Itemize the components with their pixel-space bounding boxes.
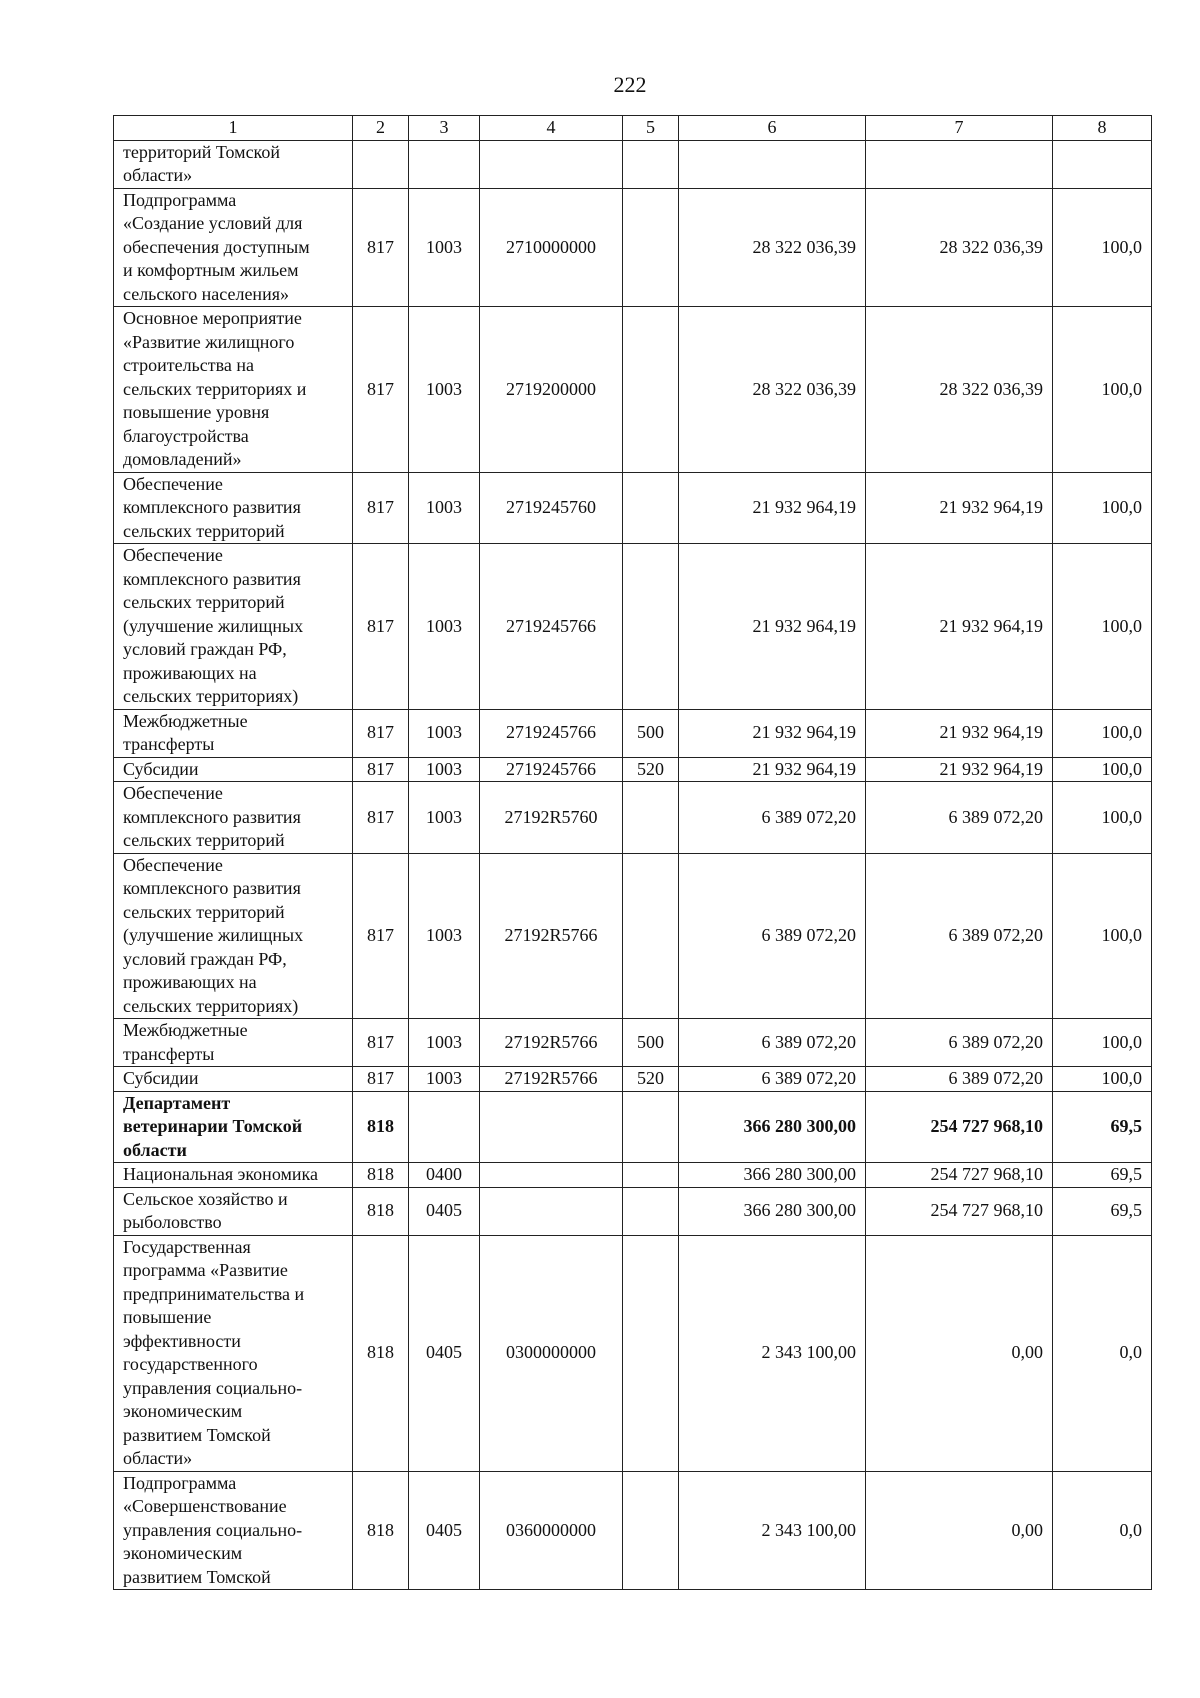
row-name-text: Подпрограмма «Создание условий для обеспечения доступным и комфортным жильем сельского населения»: [123, 189, 310, 304]
row-department-code-cell: 817: [353, 544, 409, 710]
table-row: [114, 757, 1152, 782]
column-number-header-row: [114, 116, 1152, 141]
row-section-code-cell: 1003: [409, 472, 480, 544]
row-execution-percent-cell: 100,0: [1053, 188, 1152, 307]
row-actual-amount-cell: 254 727 968,10: [866, 1091, 1053, 1163]
row-expense-type-code-cell: [623, 782, 679, 854]
row-expense-type-code-cell: 500: [623, 1019, 679, 1067]
row-expense-type-code-cell: 520: [623, 757, 679, 782]
budget-execution-table: [113, 115, 1152, 1590]
row-expense-type-code-cell: 520: [623, 1067, 679, 1092]
row-name-cell: [114, 1091, 353, 1163]
row-actual-amount-cell: 6 389 072,20: [866, 782, 1053, 854]
table-row: [114, 544, 1152, 710]
row-section-code-cell: 1003: [409, 853, 480, 1019]
row-department-code-cell: 818: [353, 1163, 409, 1188]
row-name-text: Сельское хозяйство и рыболовство: [123, 1188, 288, 1232]
table-row: [114, 1163, 1152, 1188]
table-row: [114, 1019, 1152, 1067]
row-name-cell: [114, 307, 353, 473]
column-header-3: 3: [409, 116, 480, 141]
row-target-item-code-cell: 2719245766: [480, 709, 623, 757]
row-name-cell: [114, 1235, 353, 1471]
row-department-code-cell: 818: [353, 1235, 409, 1471]
row-name-cell: [114, 544, 353, 710]
row-target-item-code-cell: 0360000000: [480, 1471, 623, 1590]
row-section-code-cell: 1003: [409, 709, 480, 757]
table-row: [114, 188, 1152, 307]
row-actual-amount-cell: 21 932 964,19: [866, 544, 1053, 710]
row-section-code-cell: 1003: [409, 307, 480, 473]
row-name-text: Обеспечение комплексного развития сельских территорий (улучшение жилищных условий граждан РФ, проживающих на сельских территориях): [123, 545, 304, 706]
column-header-6: 6: [679, 116, 866, 141]
row-plan-amount-cell: 6 389 072,20: [679, 1019, 866, 1067]
row-department-code-cell: 817: [353, 1019, 409, 1067]
row-execution-percent-cell: 100,0: [1053, 782, 1152, 854]
row-section-code-cell: [409, 140, 480, 188]
row-name-cell: [114, 1187, 353, 1235]
row-execution-percent-cell: 69,5: [1053, 1187, 1152, 1235]
row-target-item-code-cell: 2719200000: [480, 307, 623, 473]
row-execution-percent-cell: 100,0: [1053, 307, 1152, 473]
row-expense-type-code-cell: [623, 1235, 679, 1471]
row-plan-amount-cell: 366 280 300,00: [679, 1163, 866, 1188]
row-department-code-cell: 817: [353, 709, 409, 757]
table-row: [114, 782, 1152, 854]
row-plan-amount-cell: 366 280 300,00: [679, 1091, 866, 1163]
row-name-text: Департамент ветеринарии Томской области: [123, 1092, 303, 1160]
row-plan-amount-cell: 28 322 036,39: [679, 188, 866, 307]
row-expense-type-code-cell: [623, 1091, 679, 1163]
table-row: [114, 1091, 1152, 1163]
row-section-code-cell: 1003: [409, 757, 480, 782]
table-row: [114, 709, 1152, 757]
row-name-text: Обеспечение комплексного развития сельских территорий: [123, 473, 301, 541]
row-expense-type-code-cell: [623, 140, 679, 188]
row-section-code-cell: 1003: [409, 1019, 480, 1067]
page-number: 222: [613, 72, 647, 97]
row-expense-type-code-cell: [623, 188, 679, 307]
row-expense-type-code-cell: [623, 853, 679, 1019]
row-department-code-cell: [353, 140, 409, 188]
row-target-item-code-cell: 27192R5760: [480, 782, 623, 854]
row-name-text: территорий Томской области»: [123, 141, 281, 185]
row-execution-percent-cell: 69,5: [1053, 1091, 1152, 1163]
row-target-item-code-cell: [480, 1163, 623, 1188]
row-department-code-cell: 818: [353, 1091, 409, 1163]
row-name-text: Межбюджетные трансферты: [123, 1020, 248, 1064]
row-target-item-code-cell: [480, 1091, 623, 1163]
row-actual-amount-cell: 254 727 968,10: [866, 1163, 1053, 1188]
column-header-1: 1: [114, 116, 353, 141]
row-actual-amount-cell: 0,00: [866, 1471, 1053, 1590]
row-name-text: Обеспечение комплексного развития сельских территорий: [123, 783, 301, 850]
row-plan-amount-cell: 21 932 964,19: [679, 472, 866, 544]
row-department-code-cell: 817: [353, 472, 409, 544]
row-department-code-cell: 817: [353, 757, 409, 782]
row-execution-percent-cell: [1053, 140, 1152, 188]
row-section-code-cell: 1003: [409, 188, 480, 307]
row-plan-amount-cell: 6 389 072,20: [679, 853, 866, 1019]
row-department-code-cell: 818: [353, 1187, 409, 1235]
row-department-code-cell: 818: [353, 1471, 409, 1590]
row-name-text: Межбюджетные трансферты: [123, 710, 248, 754]
row-name-text: Субсидии: [123, 758, 199, 779]
row-target-item-code-cell: [480, 140, 623, 188]
column-header-4: 4: [480, 116, 623, 141]
row-section-code-cell: 1003: [409, 782, 480, 854]
table-row: [114, 1471, 1152, 1590]
row-name-cell: [114, 1471, 353, 1590]
row-name-text: Обеспечение комплексного развития сельских территорий (улучшение жилищных условий граждан РФ, проживающих на сельских территориях): [123, 854, 304, 1016]
row-name-cell: [114, 709, 353, 757]
row-actual-amount-cell: 254 727 968,10: [866, 1187, 1053, 1235]
table-row: [114, 1235, 1152, 1471]
column-header-7: 7: [866, 116, 1053, 141]
row-execution-percent-cell: 100,0: [1053, 709, 1152, 757]
row-plan-amount-cell: 366 280 300,00: [679, 1187, 866, 1235]
row-target-item-code-cell: 2719245766: [480, 544, 623, 710]
row-department-code-cell: 817: [353, 307, 409, 473]
row-section-code-cell: [409, 1091, 480, 1163]
table-row: [114, 853, 1152, 1019]
row-target-item-code-cell: 27192R5766: [480, 853, 623, 1019]
table-row: [114, 140, 1152, 188]
row-section-code-cell: 0405: [409, 1235, 480, 1471]
row-execution-percent-cell: 100,0: [1053, 853, 1152, 1019]
row-target-item-code-cell: 27192R5766: [480, 1067, 623, 1092]
row-target-item-code-cell: [480, 1187, 623, 1235]
row-expense-type-code-cell: [623, 544, 679, 710]
row-target-item-code-cell: 2719245760: [480, 472, 623, 544]
row-plan-amount-cell: 21 932 964,19: [679, 757, 866, 782]
row-section-code-cell: 0405: [409, 1471, 480, 1590]
row-name-text: Государственная программа «Развитие предпринимательства и повышение эффективности государственного управления социально- экономическим развитием Томской области»: [123, 1236, 305, 1468]
row-actual-amount-cell: 6 389 072,20: [866, 1019, 1053, 1067]
row-plan-amount-cell: [679, 140, 866, 188]
row-name-cell: [114, 188, 353, 307]
row-name-cell: [114, 853, 353, 1019]
row-expense-type-code-cell: [623, 1163, 679, 1188]
table-body: [114, 140, 1152, 1590]
row-expense-type-code-cell: [623, 472, 679, 544]
row-plan-amount-cell: 28 322 036,39: [679, 307, 866, 473]
row-department-code-cell: 817: [353, 782, 409, 854]
row-actual-amount-cell: 28 322 036,39: [866, 307, 1053, 473]
row-actual-amount-cell: 0,00: [866, 1235, 1053, 1471]
row-expense-type-code-cell: [623, 1187, 679, 1235]
row-execution-percent-cell: 69,5: [1053, 1163, 1152, 1188]
column-header-8: 8: [1053, 116, 1152, 141]
row-execution-percent-cell: 100,0: [1053, 544, 1152, 710]
row-target-item-code-cell: 0300000000: [480, 1235, 623, 1471]
row-execution-percent-cell: 100,0: [1053, 1067, 1152, 1092]
row-department-code-cell: 817: [353, 853, 409, 1019]
row-actual-amount-cell: 6 389 072,20: [866, 1067, 1053, 1092]
row-execution-percent-cell: 0,0: [1053, 1471, 1152, 1590]
row-actual-amount-cell: [866, 140, 1053, 188]
table-row: [114, 472, 1152, 544]
row-name-cell: [114, 1019, 353, 1067]
row-plan-amount-cell: 21 932 964,19: [679, 709, 866, 757]
row-department-code-cell: 817: [353, 188, 409, 307]
row-name-cell: [114, 140, 353, 188]
row-execution-percent-cell: 100,0: [1053, 1019, 1152, 1067]
column-header-2: 2: [353, 116, 409, 141]
row-name-cell: [114, 757, 353, 782]
table-row: [114, 1187, 1152, 1235]
row-name-cell: [114, 472, 353, 544]
row-name-cell: [114, 1163, 353, 1188]
table-row: [114, 307, 1152, 473]
row-execution-percent-cell: 100,0: [1053, 757, 1152, 782]
row-expense-type-code-cell: [623, 1471, 679, 1590]
row-actual-amount-cell: 21 932 964,19: [866, 709, 1053, 757]
row-section-code-cell: 0400: [409, 1163, 480, 1188]
row-name-text: Национальная экономика: [123, 1164, 318, 1184]
row-expense-type-code-cell: [623, 307, 679, 473]
row-name-text: Подпрограмма «Совершенствование управления социально- экономическим развитием Томской: [123, 1472, 303, 1587]
row-execution-percent-cell: 0,0: [1053, 1235, 1152, 1471]
row-plan-amount-cell: 21 932 964,19: [679, 544, 866, 710]
row-section-code-cell: 1003: [409, 544, 480, 710]
row-actual-amount-cell: 6 389 072,20: [866, 853, 1053, 1019]
row-execution-percent-cell: 100,0: [1053, 472, 1152, 544]
row-actual-amount-cell: 21 932 964,19: [866, 757, 1053, 782]
row-target-item-code-cell: 2710000000: [480, 188, 623, 307]
row-actual-amount-cell: 28 322 036,39: [866, 188, 1053, 307]
row-target-item-code-cell: 2719245766: [480, 757, 623, 782]
row-name-cell: [114, 782, 353, 854]
row-plan-amount-cell: 6 389 072,20: [679, 782, 866, 854]
row-actual-amount-cell: 21 932 964,19: [866, 472, 1053, 544]
row-plan-amount-cell: 6 389 072,20: [679, 1067, 866, 1092]
row-section-code-cell: 1003: [409, 1067, 480, 1092]
row-expense-type-code-cell: 500: [623, 709, 679, 757]
row-section-code-cell: 0405: [409, 1187, 480, 1235]
row-plan-amount-cell: 2 343 100,00: [679, 1471, 866, 1590]
row-name-text: Основное мероприятие «Развитие жилищного строительства на сельских территориях и повышение уровня благоустройства домовладений»: [123, 308, 307, 469]
row-name-text: Субсидии: [123, 1068, 199, 1088]
column-header-5: 5: [623, 116, 679, 141]
table-row: [114, 1067, 1152, 1092]
row-department-code-cell: 817: [353, 1067, 409, 1092]
row-plan-amount-cell: 2 343 100,00: [679, 1235, 866, 1471]
row-name-cell: [114, 1067, 353, 1092]
row-target-item-code-cell: 27192R5766: [480, 1019, 623, 1067]
